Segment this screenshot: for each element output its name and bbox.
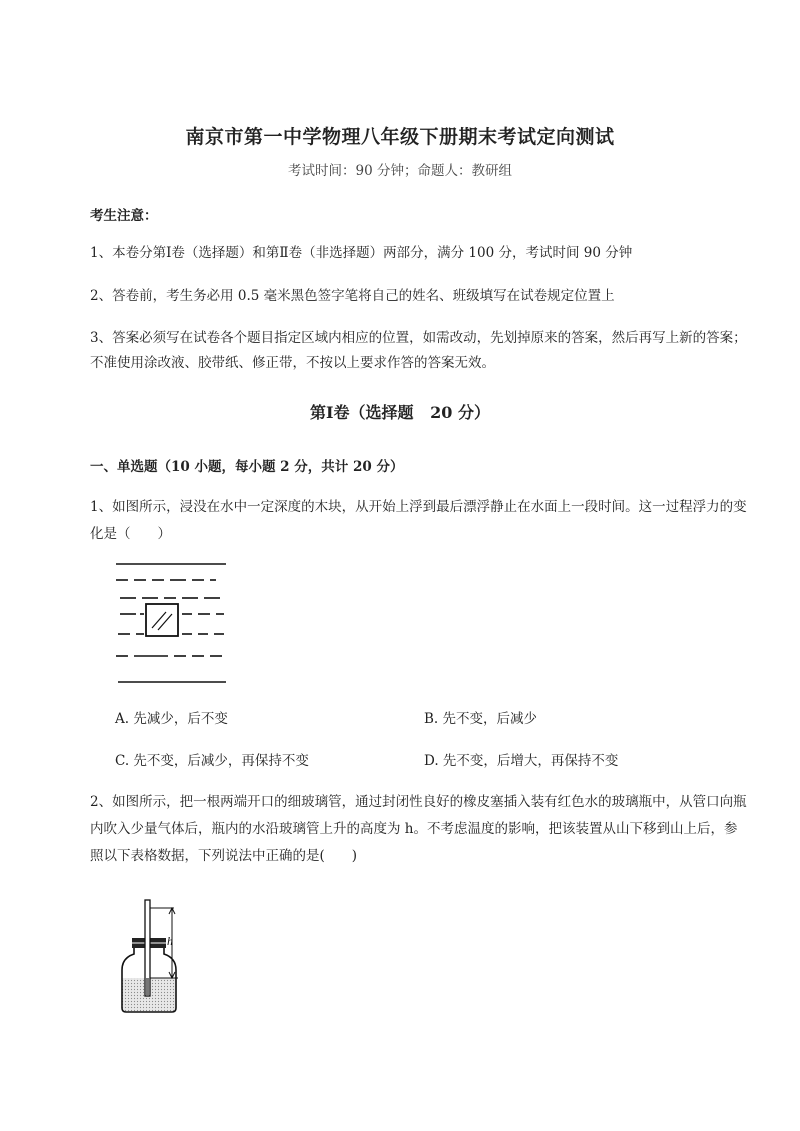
- exam-info: 考试时间：90 分钟；命题人：教研组: [288, 163, 512, 179]
- figure-floating-block: [112, 558, 232, 688]
- option-d[interactable]: D. 先不变，后增大，再保持不变: [424, 753, 619, 769]
- notice-item-1: 1、本卷分第Ⅰ卷（选择题）和第Ⅱ卷（非选择题）两部分，满分 100 分，考试时间 90 分钟: [90, 245, 633, 261]
- height-label: h: [167, 934, 173, 948]
- notice-item-2: 2、答卷前，考生务必用 0.5 毫米黑色签字笔将自己的姓名、班级填写在试卷规定位置上: [90, 288, 615, 304]
- option-a[interactable]: A. 先减少，后不变: [115, 711, 228, 727]
- question-1-text: 1、如图所示，浸没在水中一定深度的木块，从开始上浮到最后漂浮静止在水面上一段时间。这一过程浮力的变化是（ ）: [90, 499, 747, 542]
- option-c[interactable]: C. 先不变，后减少，再保持不变: [115, 753, 309, 769]
- figure-bottle-tube: [112, 898, 202, 1018]
- wooden-block: [146, 604, 178, 636]
- option-b[interactable]: B. 先不变，后减少: [424, 711, 538, 727]
- page-title: 南京市第一中学物理八年级下册期末考试定向测试: [185, 126, 615, 148]
- question-2-text: 2、如图所示，把一根两端开口的细玻璃管，通过封闭性良好的橡皮塞插入装有红色水的玻璃瓶中，从管口向瓶内吹入少量气体后，瓶内的水沿玻璃管上升的高度为 h。不考虑温度的影响，把该装置从山下移到山上后，参照以下表格数据，下列说法中正确的是( ): [90, 794, 747, 864]
- section-title: 第Ⅰ卷（选择题 20 分）: [309, 403, 491, 422]
- part-heading: 一、单选题（10 小题，每小题 2 分，共计 20 分）: [90, 459, 404, 475]
- notice-item-3: 3、答案必须写在试卷各个题目指定区域内相应的位置，如需改动，先划掉原来的答案，然后再写上新的答案；不准使用涂改液、胶带纸、修正带，不按以上要求作答的答案无效。: [90, 330, 747, 371]
- notice-heading: 考生注意：: [90, 208, 158, 224]
